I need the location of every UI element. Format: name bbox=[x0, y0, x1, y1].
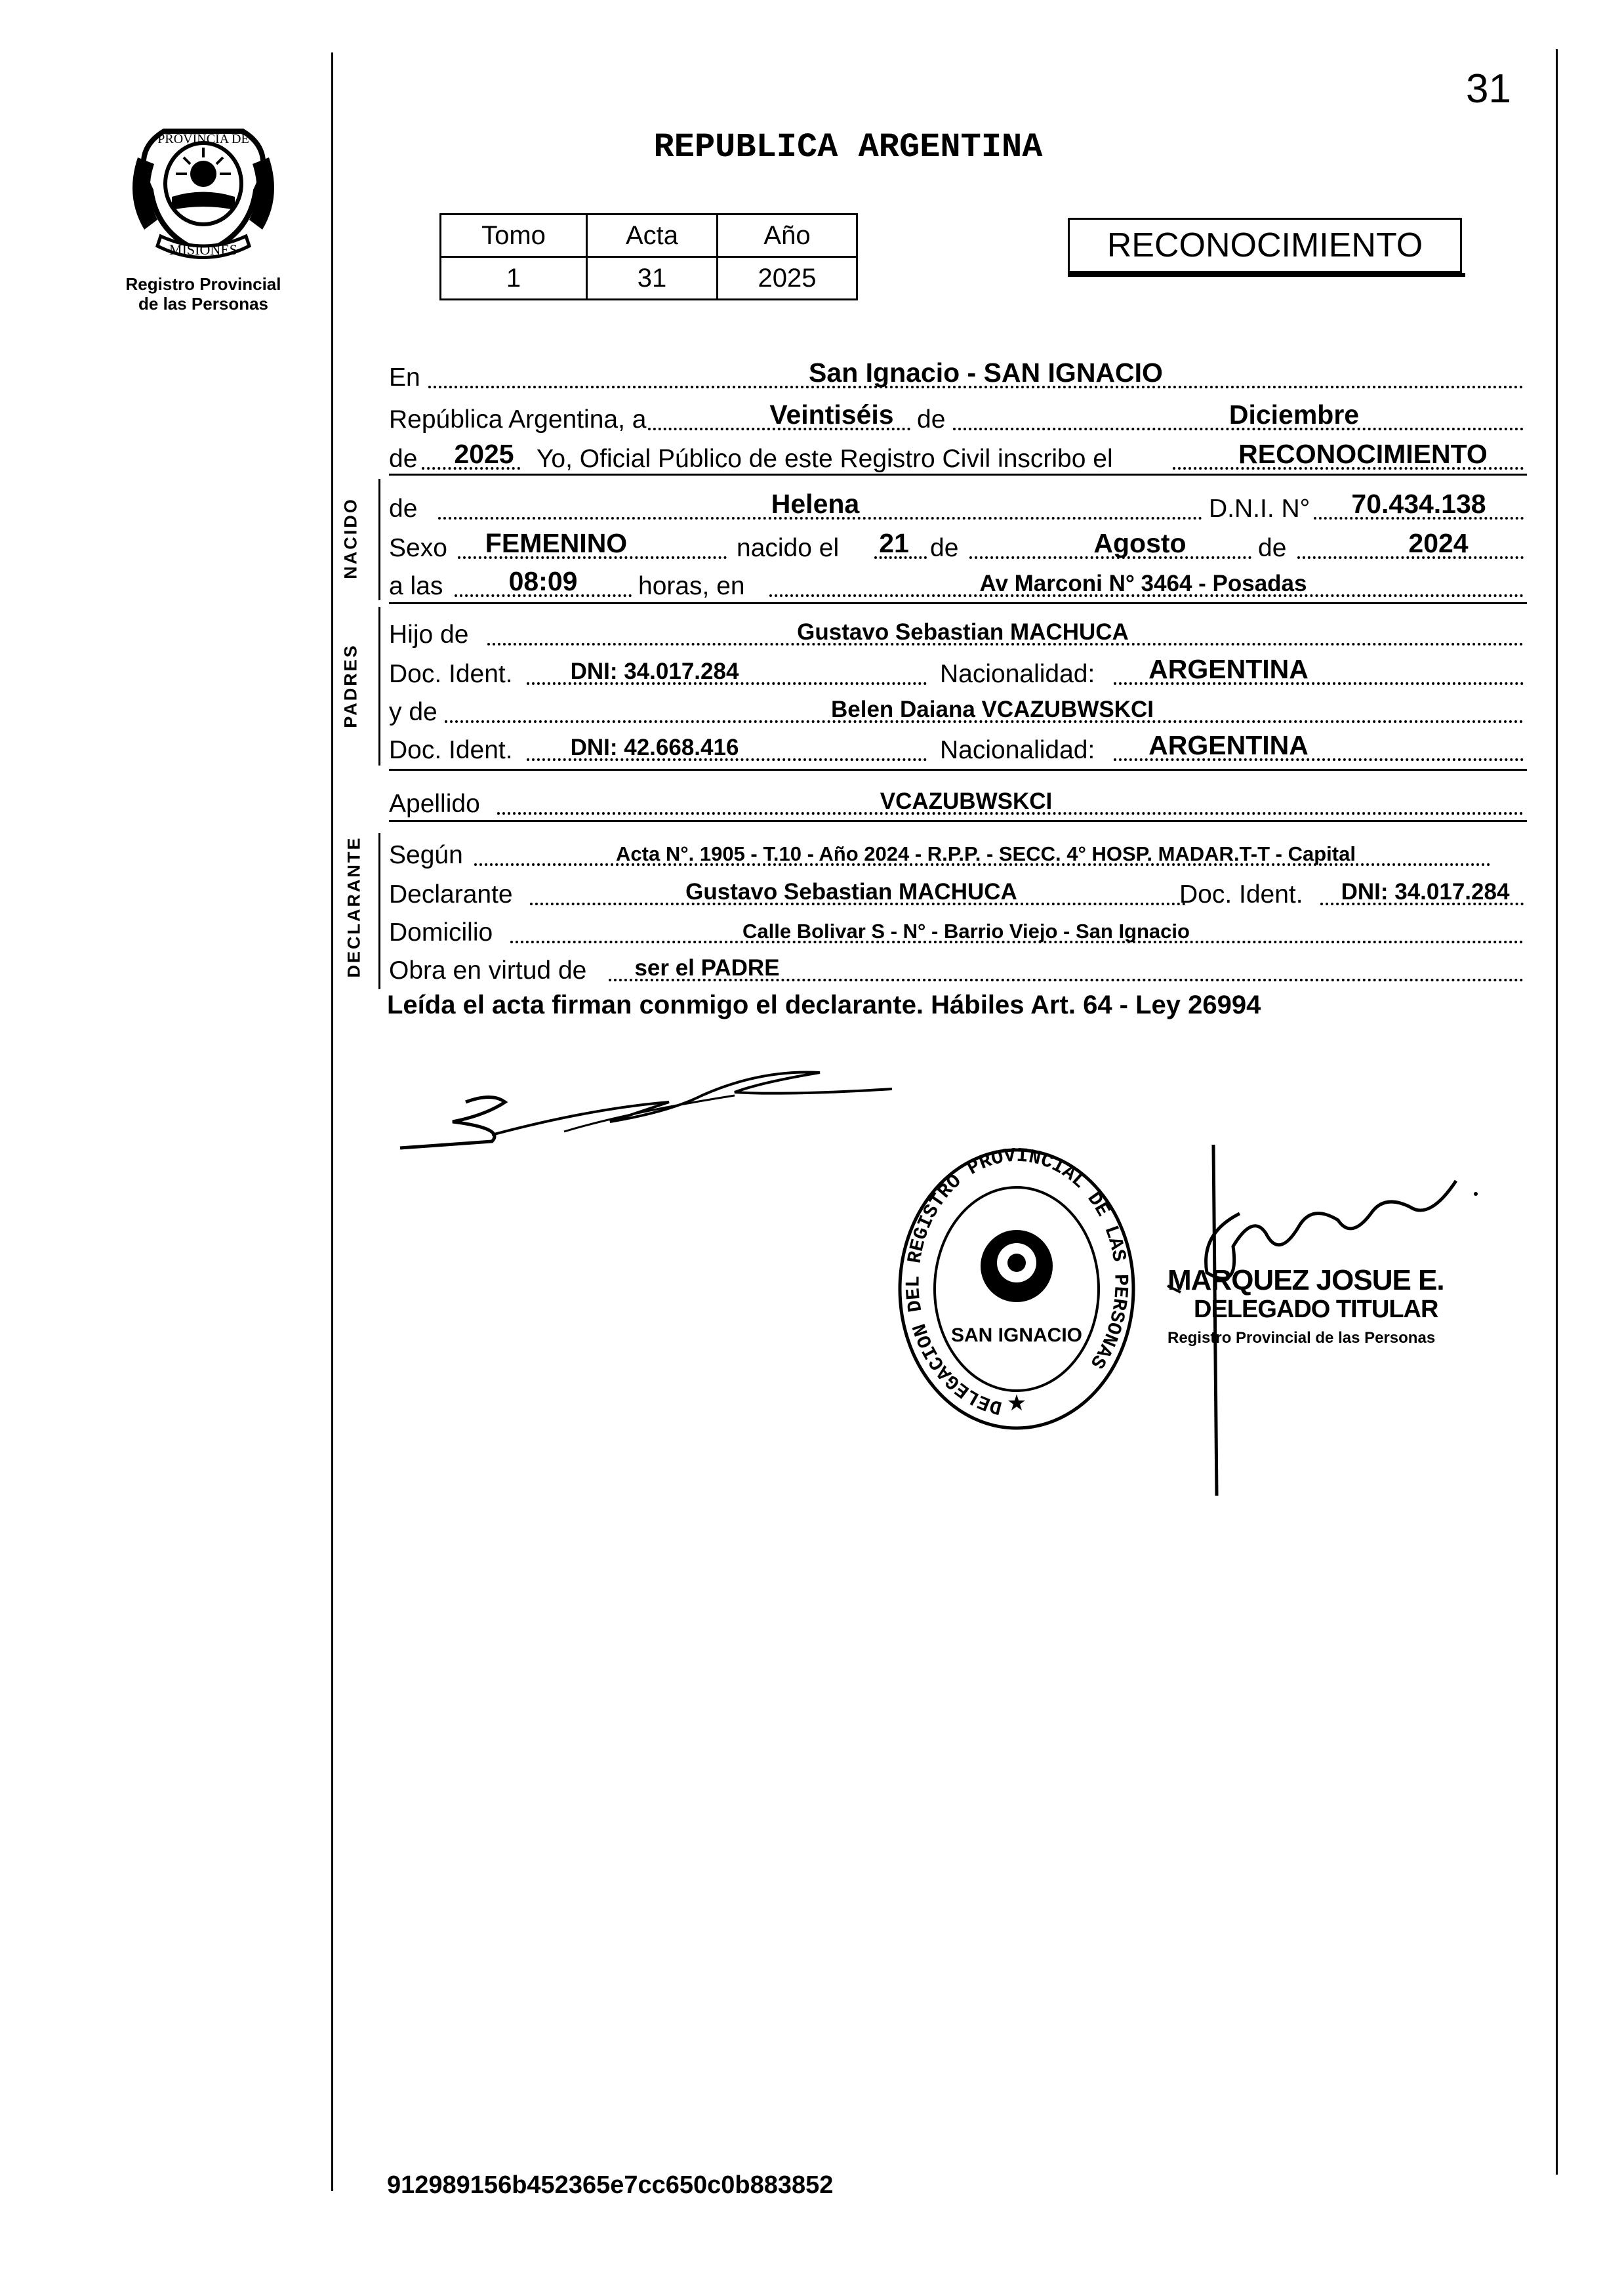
table-value-tomo: 1 bbox=[441, 257, 587, 300]
row-mother-doc bbox=[389, 727, 1524, 769]
registry-caption bbox=[98, 274, 308, 314]
row-mother bbox=[389, 689, 1524, 731]
separator bbox=[389, 474, 1527, 476]
row-name bbox=[389, 485, 1524, 527]
seal-inner-text: SAN IGNACIO bbox=[950, 1324, 1083, 1346]
value-name: Helena bbox=[771, 489, 860, 519]
page-number: 31 bbox=[1466, 66, 1511, 112]
value-father-nationality: ARGENTINA bbox=[1148, 654, 1309, 684]
label-a-las: a las bbox=[389, 572, 443, 600]
value-mother-doc: DNI: 42.668.416 bbox=[570, 735, 739, 760]
label-oficial: Yo, Oficial Público de este Registro Civil inscribo el bbox=[537, 445, 1113, 473]
label-nacionalidad-2: Nacionalidad: bbox=[940, 736, 1095, 764]
row-apellido bbox=[389, 781, 1524, 823]
value-declarante-name: Gustavo Sebastian MACHUCA bbox=[685, 879, 1017, 905]
row-date bbox=[389, 396, 1524, 438]
table-value-acta: 31 bbox=[587, 257, 718, 300]
official-title: DELEGADO TITULAR bbox=[1194, 1296, 1438, 1323]
row-obra bbox=[389, 947, 1524, 989]
label-en: En bbox=[389, 363, 420, 392]
value-time: 08:09 bbox=[508, 566, 578, 596]
label-obra: Obra en virtud de bbox=[389, 956, 587, 985]
label-doc-ident: Doc. Ident. bbox=[389, 660, 513, 688]
country-title: REPUBLICA ARGENTINA bbox=[653, 128, 1043, 167]
value-declarante-doc: DNI: 34.017.284 bbox=[1341, 879, 1510, 905]
section-line-declarante bbox=[378, 833, 380, 989]
value-place: San Ignacio - SAN IGNACIO bbox=[809, 358, 1163, 388]
section-label-nacido: NACIDO bbox=[340, 497, 361, 579]
separator bbox=[389, 820, 1527, 822]
table-header-tomo: Tomo bbox=[441, 215, 587, 257]
official-institution: Registro Provincial de las Personas bbox=[1167, 1329, 1436, 1347]
value-segun: Acta N°. 1905 - T.10 - Año 2024 - R.P.P. - SECC. 4° HOSP. MADAR.T-T - Capital bbox=[616, 842, 1356, 865]
label-apellido: Apellido bbox=[389, 790, 480, 818]
official-name: MARQUEZ JOSUE E. bbox=[1167, 1264, 1444, 1296]
label-y-de: y de bbox=[389, 698, 437, 726]
value-mother-nationality: ARGENTINA bbox=[1148, 730, 1309, 760]
document-type-box: RECONOCIMIENTO bbox=[1068, 218, 1462, 273]
separator bbox=[389, 602, 1527, 604]
official-stamp bbox=[1167, 1266, 1444, 1353]
label-sexo: Sexo bbox=[389, 534, 447, 562]
value-birth-year: 2024 bbox=[1408, 528, 1469, 558]
value-year: 2025 bbox=[454, 439, 514, 469]
logo-top-text: PROVINCIA DE bbox=[157, 132, 249, 146]
separator bbox=[389, 769, 1527, 771]
row-place bbox=[389, 354, 1524, 396]
section-label-padres: PADRES bbox=[340, 644, 361, 728]
record-table bbox=[439, 213, 858, 300]
row-father-doc bbox=[389, 651, 1524, 693]
label-declarante: Declarante bbox=[389, 880, 513, 909]
row-year bbox=[389, 436, 1524, 478]
table-header-anio: Año bbox=[718, 215, 857, 257]
row-father bbox=[389, 611, 1524, 653]
registry-seal bbox=[895, 1145, 1138, 1433]
value-act-type: RECONOCIMIENTO bbox=[1238, 439, 1488, 469]
logo-bottom-text: MISIONES bbox=[169, 241, 237, 258]
label-de-month: de bbox=[930, 534, 959, 562]
row-sex-birth bbox=[389, 525, 1524, 567]
row-domicilio bbox=[389, 909, 1524, 951]
label-segun: Según bbox=[389, 841, 463, 869]
row-declarante bbox=[389, 871, 1524, 913]
value-sexo: FEMENINO bbox=[485, 528, 628, 558]
label-dni: D.N.I. N° bbox=[1209, 495, 1310, 523]
label-doc-ident-2: Doc. Ident. bbox=[389, 736, 513, 764]
section-line-padres bbox=[378, 607, 380, 766]
value-obra: ser el PADRE bbox=[634, 955, 780, 981]
label-de-name: de bbox=[389, 495, 418, 523]
seal-ring-text: DELEGACION DEL REGISTRO PROVINCIAL DE LAS PERSONAS bbox=[903, 1145, 1131, 1418]
value-father-name: Gustavo Sebastian MACHUCA bbox=[797, 619, 1129, 645]
document-hash: 912989156b452365e7cc650c0b883852 bbox=[387, 2171, 834, 2199]
label-doc-ident-3: Doc. Ident. bbox=[1179, 880, 1303, 909]
label-de-byear: de bbox=[1258, 534, 1287, 562]
label-hijo-de: Hijo de bbox=[389, 621, 469, 649]
section-line-nacido bbox=[378, 479, 380, 600]
value-birth-place: Av Marconi N° 3464 - Posadas bbox=[979, 571, 1307, 596]
table-header-acta: Acta bbox=[587, 215, 718, 257]
value-domicilio: Calle Bolivar S - N° - Barrio Viejo - San Ignacio bbox=[742, 920, 1190, 943]
value-birth-month: Agosto bbox=[1093, 528, 1187, 558]
label-de-year: de bbox=[389, 445, 418, 473]
right-margin-line bbox=[1556, 49, 1558, 2175]
label-nacionalidad: Nacionalidad: bbox=[940, 660, 1095, 688]
value-birth-day: 21 bbox=[879, 528, 909, 558]
section-label-declarante: DECLARANTE bbox=[344, 836, 364, 978]
label-nacido-el: nacido el bbox=[737, 534, 840, 562]
label-republica: República Argentina, a bbox=[389, 405, 647, 434]
value-mother-name: Belen Daiana VCAZUBWSKCI bbox=[830, 697, 1154, 722]
label-horas: horas, en bbox=[638, 572, 745, 600]
seal-star-icon: ★ bbox=[1006, 1391, 1027, 1416]
value-dni: 70.434.138 bbox=[1351, 489, 1486, 519]
table-value-anio: 2025 bbox=[718, 257, 857, 300]
declarant-signature bbox=[394, 1056, 918, 1161]
label-de: de bbox=[917, 405, 946, 434]
value-month: Diciembre bbox=[1228, 399, 1360, 430]
closing-text: Leída el acta firman conmigo el declarante. Hábiles Art. 64 - Ley 26994 bbox=[387, 991, 1261, 1019]
value-day-words: Veintiséis bbox=[769, 399, 894, 430]
left-margin-line bbox=[331, 52, 333, 2191]
value-apellido: VCAZUBWSKCI bbox=[880, 789, 1053, 814]
row-time-place bbox=[389, 563, 1524, 605]
row-segun bbox=[389, 832, 1524, 874]
registry-caption-line2: de las Personas bbox=[138, 294, 268, 314]
value-father-doc: DNI: 34.017.284 bbox=[570, 659, 739, 684]
registry-caption-line1: Registro Provincial bbox=[125, 274, 281, 294]
label-domicilio: Domicilio bbox=[389, 918, 493, 947]
